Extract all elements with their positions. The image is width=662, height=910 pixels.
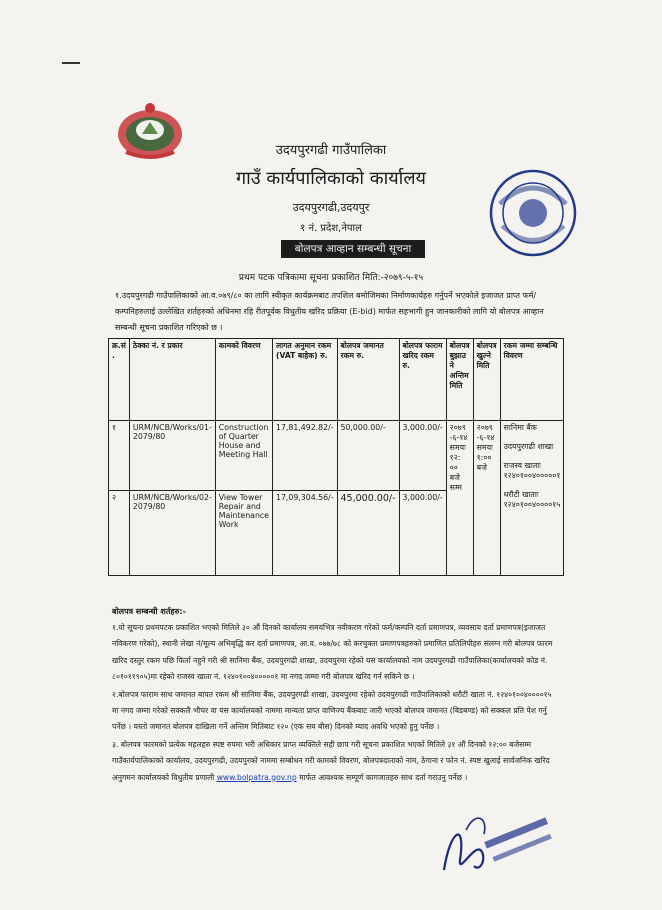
office-name: उदयपुरगढी गाउँपालिका: [275, 143, 387, 158]
deposit-label: धरौटी खाताः: [503, 490, 539, 499]
term-3-end: मार्फत आवश्यक सम्पूर्ण कागजातहरु साथ दर्ता गराउनु पर्नेछ ।: [299, 772, 468, 782]
col-header-tender: ठेक्का नं. र प्रकार: [129, 339, 215, 421]
deposit-account-no: १२४०१००४००००१५: [503, 500, 561, 509]
col-header-submit: बोलपत्र बुझाउ ने अन्तिम मिति: [446, 339, 473, 421]
office-province: १ नं. प्रदेश,नेपाल: [300, 223, 362, 234]
office-address: उदयपुरगढी,उदयपुर: [292, 201, 370, 214]
terms-heading: बोलपत्र सम्बन्धी शर्तहरु:-: [112, 607, 186, 616]
term-2: २.बोलपत्र फाराम साथ जमानत बापत रकम श्री सानिमा बैंक, उदयपुरगढी शाखा, उदयपुरमा रहेको उदयपुरगढी गाउँपालिकाको धरौटी खाता नं. १२४०१००४००००१५ मा नगद जम्मा गरेको सक्कलै भौचर वा यस कार्यालयको नाममा मान्यता प्राप्त वाणिज्य बैंकबाट जारी भएको बोलपत्र जमानत (बिडबण्ड) को सक्कल प्रति पेश गर्नु पर्नेछ । यस्तो जमानत बोलपत्र दाखिला गर्ने अन्तिम मितिबाट १२० (एक सय बीस) दिनको म्याद अवधि भएको हुनु पर्नेछ ।: [112, 689, 552, 732]
row-cost: 17,81,492.82/-: [272, 421, 337, 491]
col-header-work: कामको विवरण: [215, 339, 272, 421]
col-header-open: बोलपत्र खुल्ने मिति: [473, 339, 500, 421]
tender-table: [108, 338, 564, 576]
col-header-cost: लागत अनुमान रकम (VAT बाहेक) रु.: [272, 339, 337, 421]
term-3-text: ३. बोलपत्र फारमको प्रत्येक महलहरु स्पष्ट रुपमा भरी अधिकार प्राप्त व्यक्तिले सही छाप गरी सूचना प्रकाशित भएको मितिले ३१ औं दिनको १२:०० बजेसम्म गाउँकार्यपालिकाको कार्यालय, उदयपुरगढी, उदयपुरको नाममा सम्बोधन गरी कामको विवरण, बोलपत्रदाताको नाम, ठेगाना र फोन नं. स्पष्ट खुलाई सार्वजनिक खरिद अनुगमन कार्यालयको विधुतीय प्रणाली: [112, 739, 550, 782]
row-fee: 3,000.00/-: [399, 491, 446, 576]
intro-paragraph: १.उदयपुरगढी गाउँपालिकाको आ.व.०७९/८० का लागि स्वीकृत कार्यक्रमबाट तपशिल बमोजिमका निर्माणकार्यहरु गर्नुपर्ने भएकोले इजाजत प्राप्त फर्म/ कम्पनिहरुलाई उल्लेखित शर्तहरुको अधिनमा रहि रीतपूर्वक विधुतीय खरिद प्रक्रिया (E-bid) मार्फत सहभागी हुन जानकारीको लागि यो बोलपत्र आव्हान सम्बन्धी सूचना प्रकाशित गरिएको छ ।: [115, 291, 544, 332]
account-details: [500, 421, 564, 576]
submit-deadline: २०७९ -६-१४ समयः १२: ०० बजे सम्म: [446, 421, 473, 576]
terms-body: [112, 620, 557, 787]
signature-stamp-icon: [436, 800, 566, 890]
opening-date: २०७९ -६-१४ समयः १:०० बजे: [473, 421, 500, 576]
revenue-account-no: १२४०१००४०००००१: [503, 471, 561, 480]
bank-name: सानिमा बैंक: [503, 423, 537, 432]
col-header-deposit: बोलपत्र जमानत रकम रु.: [337, 339, 399, 421]
row-work: View Tower Repair and Maintenance Work: [215, 491, 272, 576]
row-no: १: [109, 421, 130, 491]
row-deposit: 45,000.00/-: [337, 491, 399, 576]
row-deposit: 50,000.00/-: [337, 421, 399, 491]
bank-branch: उदयपुरगढी शाखा: [503, 442, 554, 451]
publication-date: प्रथम पटक पत्रिकामा सूचना प्रकाशित मिति:-२०७९-५-१५: [238, 273, 424, 283]
col-header-fee: बोलपत्र फाराम खरिद रकम रु.: [399, 339, 446, 421]
col-header-no: क्र.सं .: [109, 339, 130, 421]
row-tender: URM/NCB/Works/02-2079/80: [129, 491, 215, 576]
term-3: [112, 737, 557, 786]
row-no: २: [109, 491, 130, 576]
revenue-label: राजस्व खाताः: [503, 461, 541, 470]
notice-title-banner: बोलपत्र आव्हान सम्बन्धी सूचना: [281, 240, 425, 258]
col-header-account: रकम जम्मा सम्बन्धि विवरण: [500, 339, 564, 421]
row-cost: 17,09,304.56/-: [272, 491, 337, 576]
term-1: १.यो सूचना प्रथमपटक प्रकाशित भएको मितिले ३० औं दिनको कार्यालय समयभित्र नवीकरण गरेको फर्म/कम्पनि दर्ता प्रमाणपत्र, व्यवसाय दर्ता प्रमाणपत्र(इजाजत नविकरण गरेको), स्थानी लेखा नं/मूल्य अभिबृद्धि कर दर्ता प्रमाणपत्र, आ.व. ०७७/७८ को करचुक्ता प्रमाणपत्रहरुको प्रमाणित प्रतिलिपीहरु संलग्न गरी बोलपत्र फारम खरिद दस्तुर रकम पछि फिर्ता नहुने गरी श्री सानिमा बैंक, उदयपुरगढी शाखा, उदयपुरमा रहेको यस कार्यालयको नाम उदयपुरगढी गाउँपालिका(कार्यालयको कोड नं. ८०१०११९०५)मा रहेको राजस्व खाता नं. १२४०१००४०००००१ मा नगद जम्मा गरी बोलपत्र खरिद गर्न सकिने छ ।: [112, 623, 553, 682]
row-work: Construction of Quarter House and Meeting Hall: [215, 421, 272, 491]
row-tender: URM/NCB/Works/01-2079/80: [129, 421, 215, 491]
table-header-row: [109, 339, 564, 421]
row-fee: 3,000.00/-: [399, 421, 446, 491]
table-row: [109, 421, 564, 491]
bolpatra-link[interactable]: www.bolpatra.gov.np: [216, 772, 297, 782]
scan-mark: [62, 62, 80, 64]
office-type: गाउँ कार्यपालिकाको कार्यालय: [236, 168, 426, 189]
